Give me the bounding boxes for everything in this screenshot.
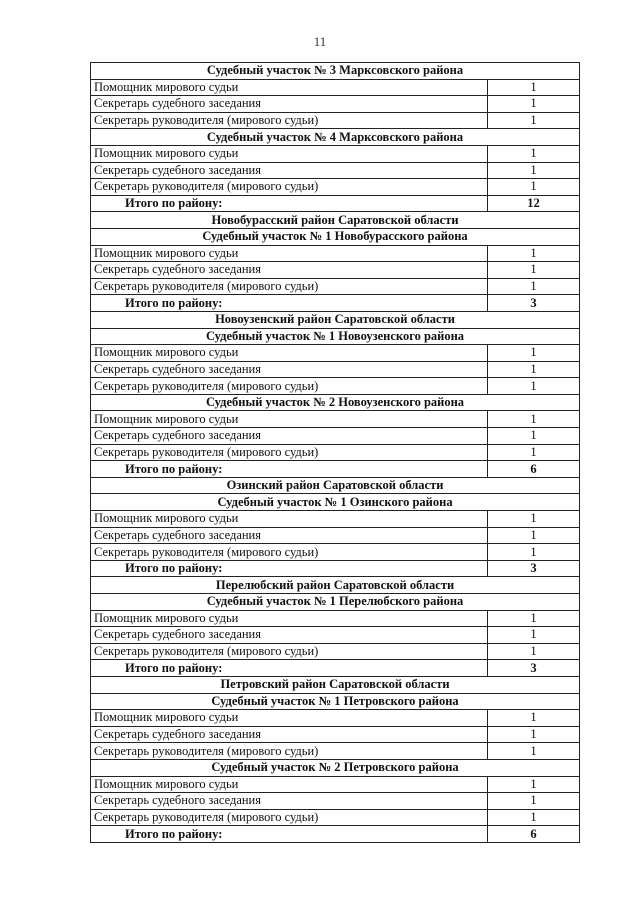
section-header-row <box>91 577 580 594</box>
position-row <box>91 278 580 295</box>
section-header: Петровский район Саратовской области <box>91 676 580 693</box>
position-count: 1 <box>488 112 580 129</box>
staff-table-body <box>91 63 580 843</box>
position-label: Помощник мирового судьи <box>91 79 488 96</box>
position-count: 1 <box>488 79 580 96</box>
section-header: Судебный участок № 1 Озинского района <box>91 494 580 511</box>
total-count: 3 <box>488 295 580 312</box>
total-label: Итого по району: <box>91 461 488 478</box>
position-label: Секретарь руководителя (мирового судьи) <box>91 378 488 395</box>
position-label: Секретарь руководителя (мирового судьи) <box>91 743 488 760</box>
position-count: 1 <box>488 710 580 727</box>
position-label: Помощник мирового судьи <box>91 411 488 428</box>
position-label: Помощник мирового судьи <box>91 245 488 262</box>
section-header: Судебный участок № 1 Новоузенского района <box>91 328 580 345</box>
position-count: 1 <box>488 428 580 445</box>
position-row <box>91 145 580 162</box>
total-count: 12 <box>488 195 580 212</box>
total-row <box>91 195 580 212</box>
total-count: 6 <box>488 826 580 843</box>
position-count: 1 <box>488 444 580 461</box>
section-header: Судебный участок № 2 Новоузенского района <box>91 394 580 411</box>
section-header-row <box>91 759 580 776</box>
position-row <box>91 710 580 727</box>
section-header: Озинский район Саратовской области <box>91 477 580 494</box>
section-header: Судебный участок № 4 Марксовского района <box>91 129 580 146</box>
position-count: 1 <box>488 627 580 644</box>
total-count: 6 <box>488 461 580 478</box>
section-header-row <box>91 129 580 146</box>
position-row <box>91 643 580 660</box>
section-header: Новоузенский район Саратовской области <box>91 311 580 328</box>
position-count: 1 <box>488 726 580 743</box>
section-header-row <box>91 228 580 245</box>
total-count: 3 <box>488 560 580 577</box>
section-header: Судебный участок № 1 Новобурасского района <box>91 228 580 245</box>
position-label: Помощник мирового судьи <box>91 710 488 727</box>
position-label: Помощник мирового судьи <box>91 345 488 362</box>
position-row <box>91 96 580 113</box>
total-label: Итого по району: <box>91 195 488 212</box>
position-count: 1 <box>488 345 580 362</box>
total-label: Итого по району: <box>91 826 488 843</box>
section-header: Судебный участок № 3 Марксовского района <box>91 63 580 80</box>
position-row <box>91 361 580 378</box>
position-label: Секретарь руководителя (мирового судьи) <box>91 179 488 196</box>
position-label: Секретарь судебного заседания <box>91 162 488 179</box>
position-row <box>91 544 580 561</box>
section-header-row <box>91 63 580 80</box>
section-header-row <box>91 328 580 345</box>
position-label: Секретарь руководителя (мирового судьи) <box>91 444 488 461</box>
section-header-row <box>91 676 580 693</box>
position-label: Помощник мирового судьи <box>91 511 488 528</box>
position-row <box>91 79 580 96</box>
position-row <box>91 411 580 428</box>
position-label: Секретарь руководителя (мирового судьи) <box>91 643 488 660</box>
position-label: Секретарь судебного заседания <box>91 96 488 113</box>
position-label: Секретарь руководителя (мирового судьи) <box>91 544 488 561</box>
position-label: Помощник мирового судьи <box>91 145 488 162</box>
position-count: 1 <box>488 179 580 196</box>
position-label: Помощник мирового судьи <box>91 610 488 627</box>
position-count: 1 <box>488 162 580 179</box>
total-row <box>91 295 580 312</box>
position-row <box>91 776 580 793</box>
total-label: Итого по району: <box>91 560 488 577</box>
position-label: Секретарь судебного заседания <box>91 726 488 743</box>
position-label: Секретарь судебного заседания <box>91 627 488 644</box>
position-count: 1 <box>488 643 580 660</box>
position-count: 1 <box>488 96 580 113</box>
total-row <box>91 461 580 478</box>
position-count: 1 <box>488 776 580 793</box>
position-count: 1 <box>488 145 580 162</box>
position-count: 1 <box>488 262 580 279</box>
position-label: Секретарь руководителя (мирового судьи) <box>91 809 488 826</box>
position-row <box>91 527 580 544</box>
section-header-row <box>91 693 580 710</box>
staff-table <box>90 62 580 843</box>
section-header-row <box>91 477 580 494</box>
position-label: Секретарь руководителя (мирового судьи) <box>91 112 488 129</box>
total-row <box>91 660 580 677</box>
total-count: 3 <box>488 660 580 677</box>
section-header: Судебный участок № 1 Петровского района <box>91 693 580 710</box>
position-count: 1 <box>488 527 580 544</box>
section-header-row <box>91 494 580 511</box>
position-label: Секретарь судебного заседания <box>91 262 488 279</box>
position-row <box>91 444 580 461</box>
position-label: Секретарь судебного заседания <box>91 428 488 445</box>
position-row <box>91 743 580 760</box>
position-count: 1 <box>488 411 580 428</box>
position-row <box>91 245 580 262</box>
position-count: 1 <box>488 610 580 627</box>
position-row <box>91 809 580 826</box>
total-label: Итого по району: <box>91 295 488 312</box>
total-row <box>91 560 580 577</box>
position-row <box>91 428 580 445</box>
position-count: 1 <box>488 278 580 295</box>
position-label: Секретарь судебного заседания <box>91 793 488 810</box>
position-row <box>91 793 580 810</box>
page-number: 11 <box>313 34 327 49</box>
position-label: Секретарь судебного заседания <box>91 361 488 378</box>
position-count: 1 <box>488 809 580 826</box>
position-row <box>91 726 580 743</box>
position-count: 1 <box>488 361 580 378</box>
position-label: Помощник мирового судьи <box>91 776 488 793</box>
position-row <box>91 378 580 395</box>
section-header-row <box>91 594 580 611</box>
position-count: 1 <box>488 378 580 395</box>
position-row <box>91 112 580 129</box>
section-header: Перелюбский район Саратовской области <box>91 577 580 594</box>
position-row <box>91 610 580 627</box>
section-header-row <box>91 212 580 229</box>
total-row <box>91 826 580 843</box>
position-label: Секретарь руководителя (мирового судьи) <box>91 278 488 295</box>
position-count: 1 <box>488 511 580 528</box>
position-row <box>91 511 580 528</box>
section-header-row <box>91 311 580 328</box>
position-row <box>91 345 580 362</box>
section-header: Судебный участок № 2 Петровского района <box>91 759 580 776</box>
position-count: 1 <box>488 245 580 262</box>
position-row <box>91 162 580 179</box>
position-row <box>91 262 580 279</box>
total-label: Итого по району: <box>91 660 488 677</box>
section-header-row <box>91 394 580 411</box>
position-count: 1 <box>488 544 580 561</box>
position-count: 1 <box>488 793 580 810</box>
section-header: Новобурасский район Саратовской области <box>91 212 580 229</box>
section-header: Судебный участок № 1 Перелюбского района <box>91 594 580 611</box>
position-row <box>91 627 580 644</box>
position-label: Секретарь судебного заседания <box>91 527 488 544</box>
position-count: 1 <box>488 743 580 760</box>
position-row <box>91 179 580 196</box>
